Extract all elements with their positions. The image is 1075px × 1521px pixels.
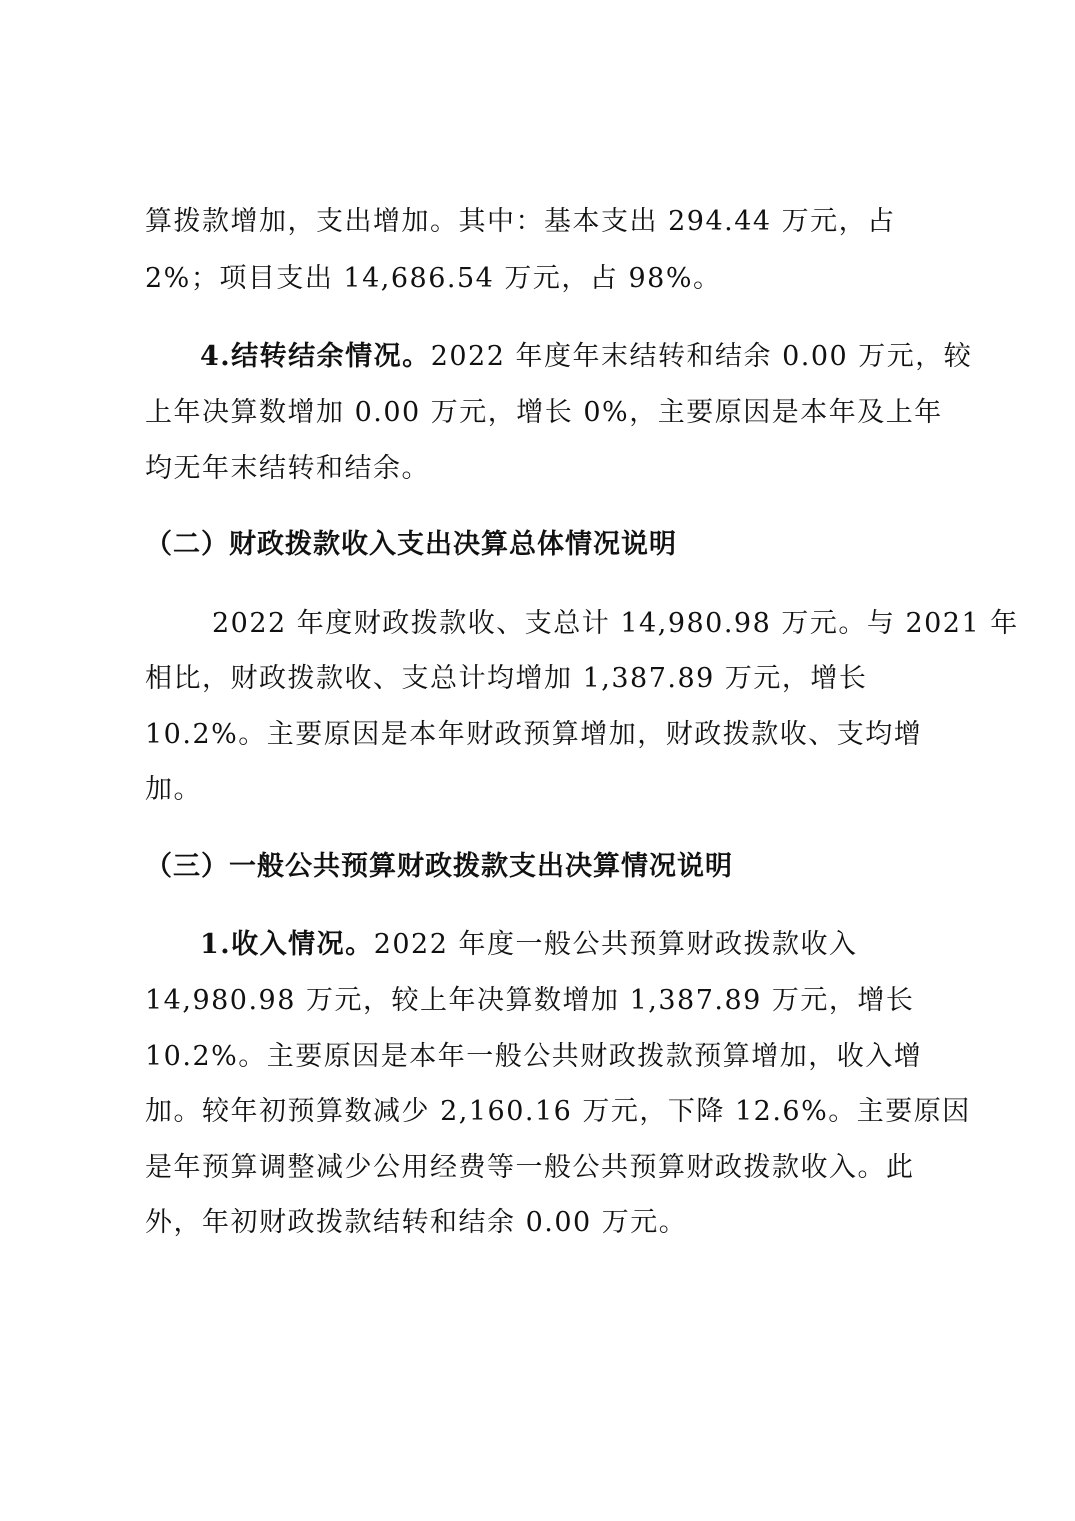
body-text-line: 10.2%。主要原因是本年一般公共财政拨款预算增加，收入增 <box>145 1041 923 1072</box>
body-text: 2022 年度年末结转和结余 0.00 万元，较 <box>430 341 973 372</box>
body-text-line: 相比，财政拨款收、支总计均增加 1,387.89 万元，增长 <box>145 663 868 694</box>
paragraph-carryover-balance <box>200 340 972 374</box>
body-text: 2022 年度一般公共预算财政拨款收入 <box>373 929 858 960</box>
paragraph-lead: 4.结转结余情况。 <box>200 341 431 372</box>
body-text-line: 算拨款增加，支出增加。其中：基本支出 294.44 万元，占 <box>145 206 896 237</box>
section-heading: （三）一般公共预算财政拨款支出决算情况说明 <box>145 851 733 882</box>
body-text-line: 上年决算数增加 0.00 万元，增长 0%，主要原因是本年及上年 <box>145 397 943 428</box>
body-text-line: 是年预算调整减少公用经费等一般公共预算财政拨款收入。此 <box>145 1152 915 1183</box>
body-text-line: 2022 年度财政拨款收、支总计 14,980.98 万元。与 2021 年 <box>212 608 1019 639</box>
body-text-line: 加。较年初预算数减少 2,160.16 万元，下降 12.6%。主要原因 <box>145 1096 971 1127</box>
body-text-line: 2%；项目支出 14,686.54 万元，占 98%。 <box>145 263 722 294</box>
paragraph-income <box>200 928 857 962</box>
body-text-line: 加。 <box>145 774 202 805</box>
body-text-line: 均无年末结转和结余。 <box>145 453 430 484</box>
body-text-line: 14,980.98 万元，较上年决算数增加 1,387.89 万元，增长 <box>145 985 915 1016</box>
body-text-line: 10.2%。主要原因是本年财政预算增加，财政拨款收、支均增 <box>145 719 923 750</box>
section-heading: （二）财政拨款收入支出决算总体情况说明 <box>145 529 677 560</box>
paragraph-lead: 1.收入情况。 <box>200 929 374 960</box>
body-text-line: 外，年初财政拨款结转和结余 0.00 万元。 <box>145 1207 688 1238</box>
